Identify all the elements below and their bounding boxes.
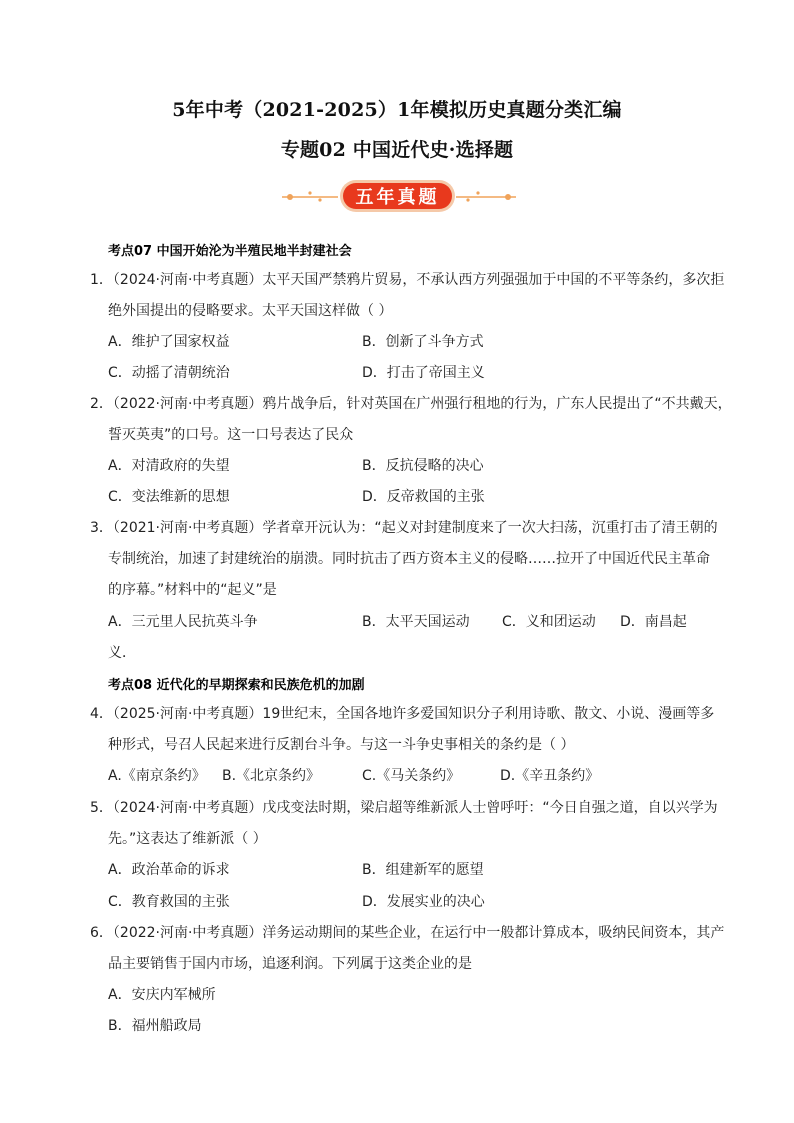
question-1-option-b: B．创新了斗争方式: [362, 334, 484, 350]
question-1-stem: 1．（2024·河南·中考真题）太平天国严禁鸦片贸易，不承认西方列强强加于中国的不平等条约，多次拒: [90, 272, 725, 288]
question-4-option-d: D.《辛丑条约》: [500, 768, 600, 784]
question-5-stem: 5．（2024·河南·中考真题）戊戌变法时期，梁启超等维新派人士曾呼吁：“今日自强之道，自以兴学为: [90, 800, 718, 816]
question-5-option-b: B．组建新军的愿望: [362, 862, 484, 878]
question-5-option-c: C．教育救国的主张: [108, 894, 230, 910]
question-5-stem-cont: 先。”这表达了维新派（ ）: [108, 831, 267, 847]
question-6-stem: 6．（2022·河南·中考真题）洋务运动期间的某些企业，在运行中一般都计算成本，吸纳民间资本，其产: [90, 925, 725, 941]
question-2-stem-cont: 誓灭英夷”的口号。这一口号表达了民众: [108, 427, 354, 443]
document-title: 5年中考（2021-2025）1年模拟历史真题分类汇编: [172, 99, 622, 121]
question-2-option-d: D．反帝救国的主张: [362, 489, 485, 505]
question-4-option-b: B.《北京条约》: [222, 768, 321, 784]
question-3-option-d: D．南昌起: [620, 614, 687, 630]
question-3-option-c: C．义和团运动: [502, 614, 596, 630]
question-2-stem: 2．（2022·河南·中考真题）鸦片战争后，针对英国在广州强行租地的行为，广东人民提出了“不共戴天，: [90, 396, 732, 412]
question-6-option-a: A．安庆内军械所: [108, 987, 216, 1003]
question-3-stem: 3．（2021·河南·中考真题）学者章开沅认为：“起义对封建制度来了一次大扫荡，沉重打击了清王朝的: [90, 520, 718, 536]
question-4-option-a: A.《南京条约》: [108, 768, 206, 784]
badge-label: 五年真题: [355, 187, 440, 208]
question-6-stem-cont: 品主要销售于国内市场，追逐利润。下列属于这类企业的是: [108, 956, 472, 972]
document-subtitle: 专题02 中国近代史·选择题: [280, 139, 514, 161]
question-6-option-b: B．福州船政局: [108, 1018, 202, 1034]
question-1-stem-cont: 绝外国提出的侵略要求。太平天国这样做（ ）: [108, 303, 393, 319]
question-4-stem-cont: 种形式，号召人民起来进行反割台斗争。与这一斗争史事相关的条约是（ ）: [108, 737, 575, 753]
question-3-option-a: A．三元里人民抗英斗争: [108, 614, 258, 630]
question-3-option-b: B．太平天国运动: [362, 614, 470, 630]
question-3-stem-cont2: 的序幕。”材料中的“起义”是: [108, 582, 277, 598]
question-4-stem: 4．（2025·河南·中考真题）19世纪末，全国各地许多爱国知识分子利用诗歌、散文、小说、漫画等多: [90, 706, 715, 722]
question-2-option-a: A．对清政府的失望: [108, 458, 230, 474]
question-1-option-a: A．维护了国家权益: [108, 334, 230, 350]
question-1-option-d: D．打击了帝国主义: [362, 365, 485, 381]
question-1-option-c: C．动摇了清朝统治: [108, 365, 230, 381]
section-heading-07: 考点07 中国开始沦为半殖民地半封建社会: [108, 244, 352, 259]
question-2-option-c: C．变法维新的思想: [108, 489, 230, 505]
question-5-option-d: D．发展实业的决心: [362, 894, 485, 910]
question-3-stem-cont: 专制统治，加速了封建统治的崩溃。同时抗击了西方资本主义的侵略……拉开了中国近代民主革命: [108, 551, 710, 567]
question-5-option-a: A．政治革命的诉求: [108, 862, 230, 878]
section-heading-08: 考点08 近代化的早期探索和民族危机的加剧: [108, 678, 365, 693]
question-4-option-c: C.《马关条约》: [362, 768, 461, 784]
question-3-option-d-wrap: 义．: [108, 645, 136, 661]
question-2-option-b: B．反抗侵略的决心: [362, 458, 484, 474]
